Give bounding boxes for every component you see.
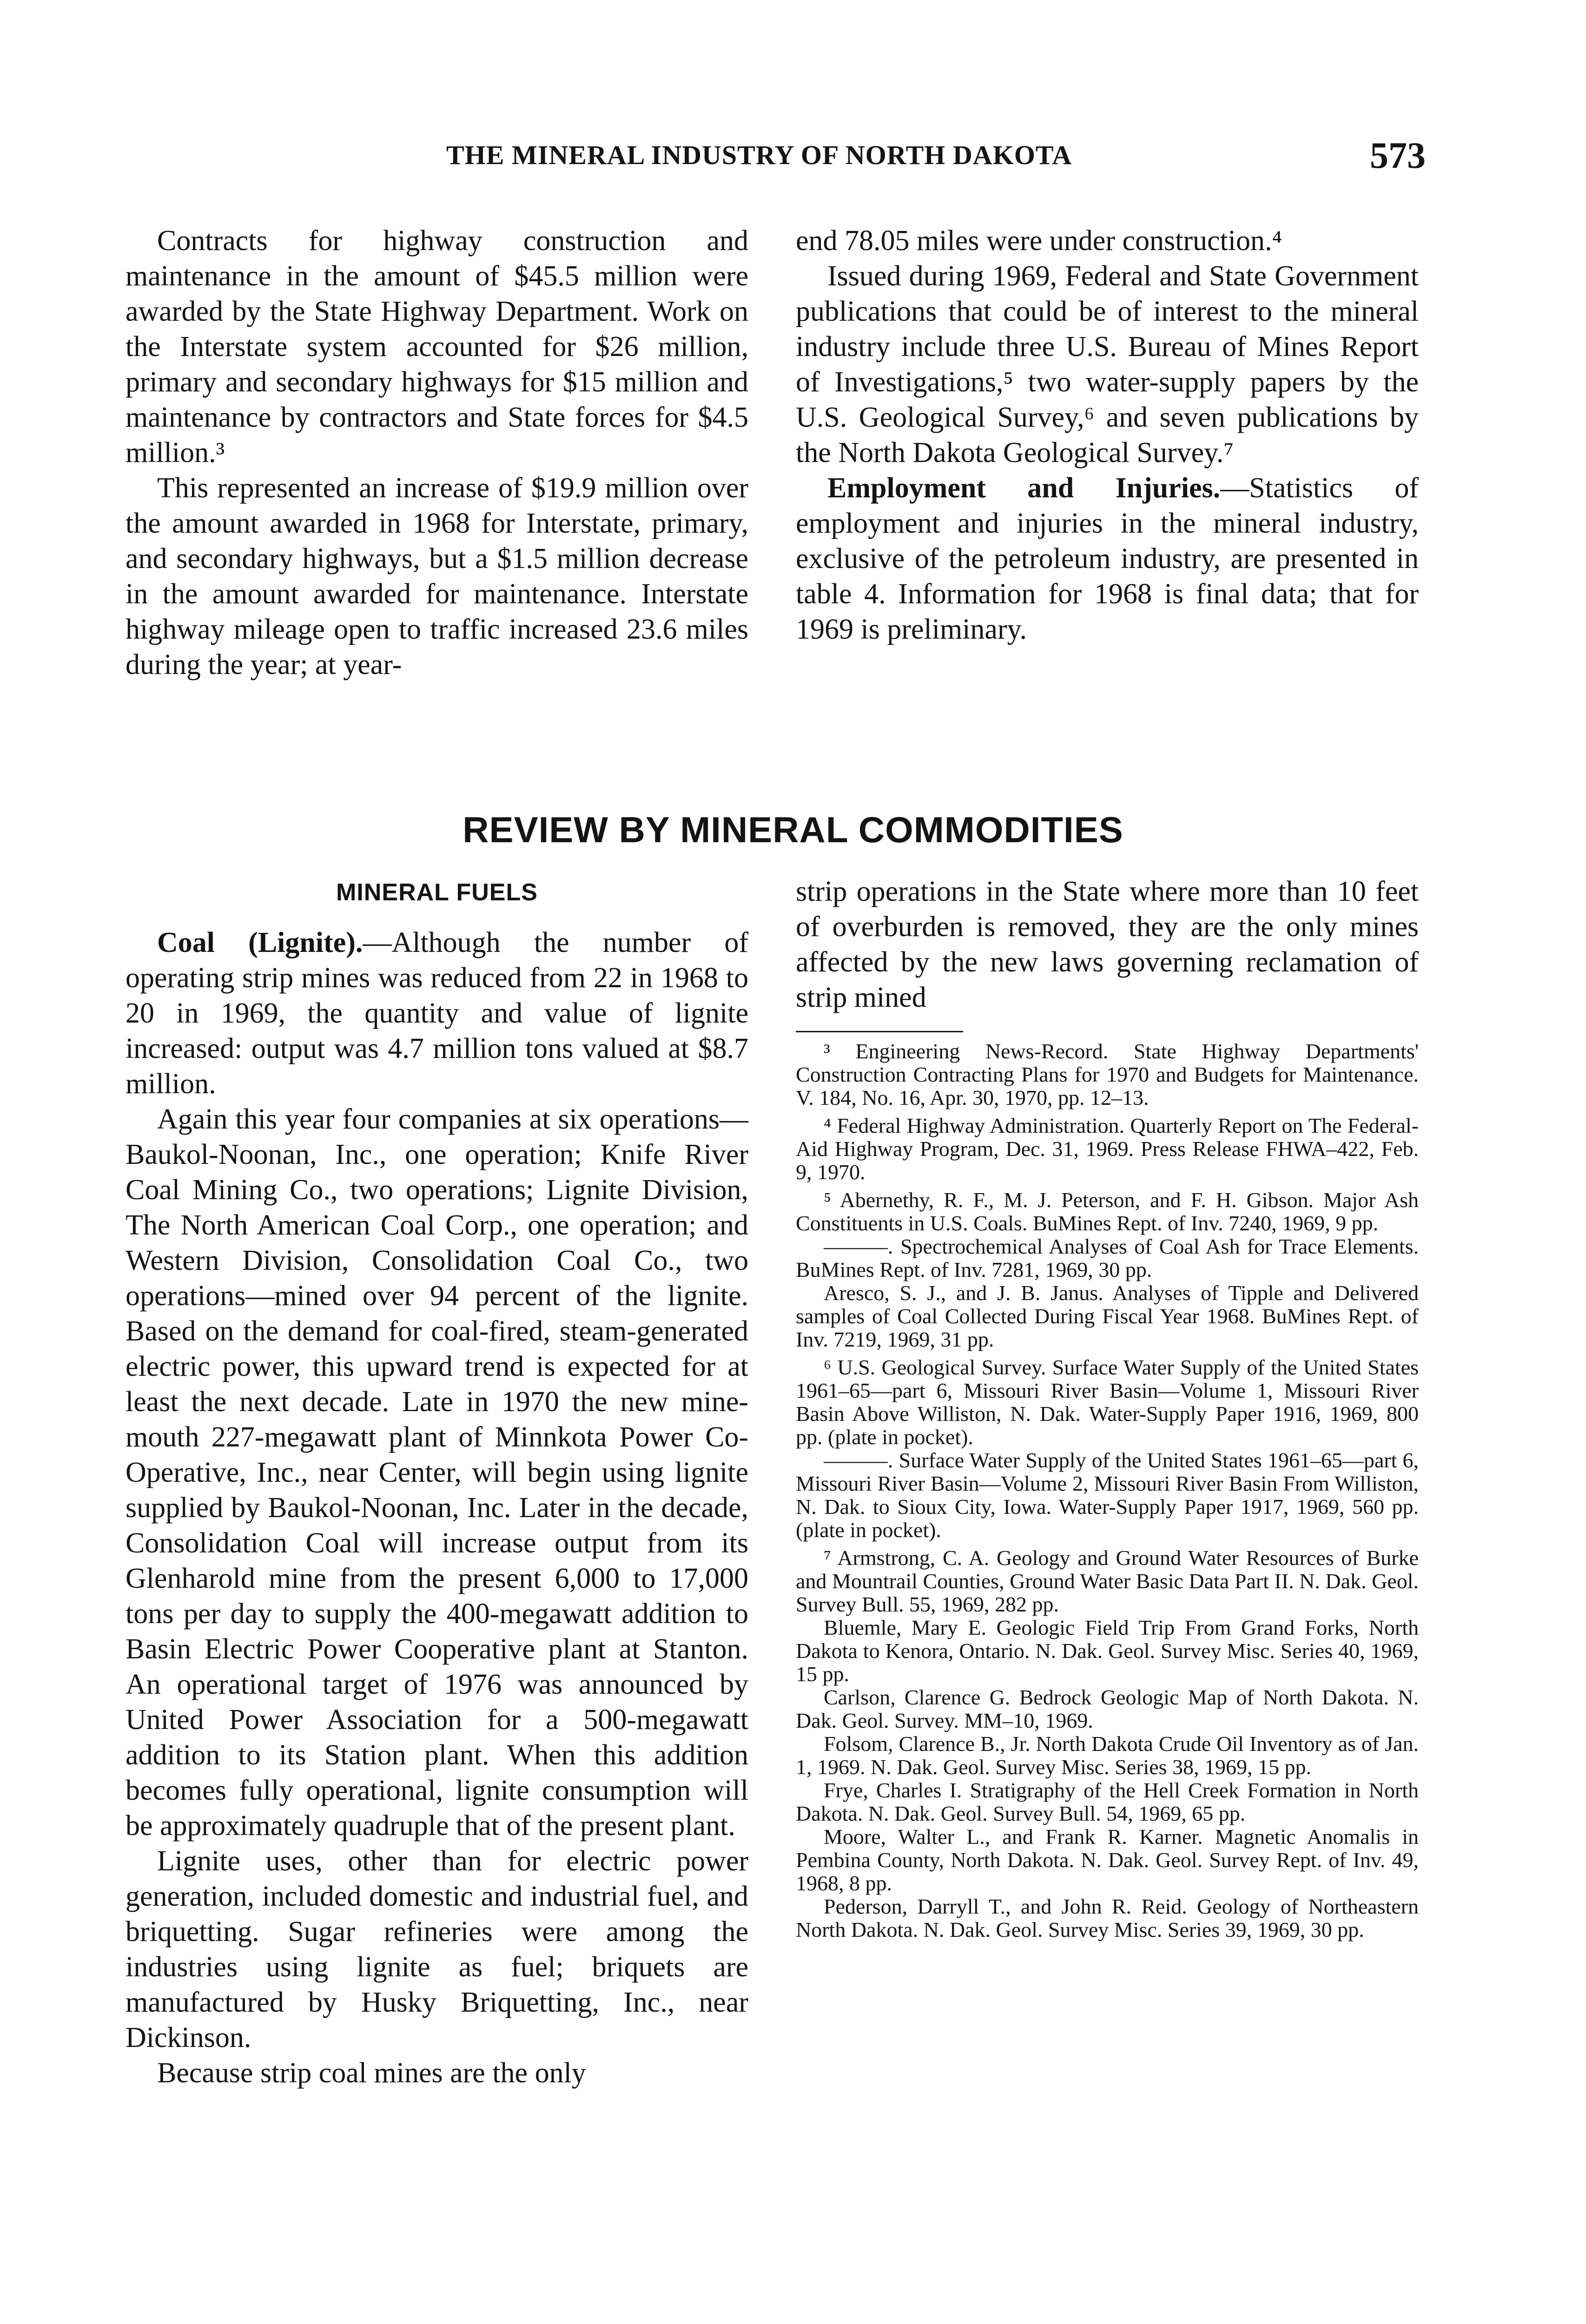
paragraph-employment xyxy=(796,470,1419,647)
section-heading: REVIEW BY MINERAL COMMODITIES xyxy=(463,809,1123,850)
footnote: ———. Surface Water Supply of the United States 1961–65—part 6, Missouri River Basin—Volume 2, Missouri River Basin From Williston, N. Dak. to Sioux City, Iowa. Water-Supply Paper 1917, 1969, 560 pp. (plate in pocket). xyxy=(796,1448,1419,1542)
footnote: Frye, Charles I. Stratigraphy of the Hell Creek Formation in North Dakota. N. Dak. Geol. Survey Bull. 54, 1969, 65 pp. xyxy=(796,1778,1419,1825)
page-number: 573 xyxy=(1370,135,1426,176)
footnote: Bluemle, Mary E. Geologic Field Trip From Grand Forks, North Dakota to Kenora, Ontario. N. Dak. Geol. Survey Misc. Series 40, 1969, 15 pp. xyxy=(796,1616,1419,1686)
coal-text: —Although the number of operating strip mines was reduced from 22 in 1968 to 20 in 1969, the quantity and value of lignite increased: output was 4.7 million tons valued at $8.7 million. xyxy=(126,927,748,1100)
top-right-column xyxy=(796,223,1419,647)
paragraph-coal-lignite xyxy=(126,925,748,1102)
footnote: ———. Spectrochemical Analyses of Coal Ash for Trace Elements. BuMines Rept. of Inv. 7281, 1969, 30 pp. xyxy=(796,1235,1419,1281)
bottom-right-column xyxy=(796,874,1419,1941)
paragraph-strip-mines: Because strip coal mines are the only xyxy=(157,2057,586,2089)
running-head: THE MINERAL INDUSTRY OF NORTH DAKOTA xyxy=(446,140,1072,170)
paragraph-strip-continuation: strip operations in the State where more than 10 feet of overburden is removed, they are the only mines affected by the new laws governing reclamation of strip mined xyxy=(796,876,1419,1013)
subsection-heading: MINERAL FUELS xyxy=(336,879,538,906)
paragraph-companies: Again this year four companies at six operations—Baukol-Noonan, Inc., one operation; Knife River Coal Mining Co., two operations; Lignite Division, The North American Coal Corp., one operation; and Western Division, Consolidation Coal Co., two operations—mined over 94 percent of the lignite. Based on the demand for coal-fired, steam-generated electric power, this upward trend is expected for at least the next decade. Late in 1970 the new mine-mouth 227-megawatt plant of Minnkota Power Co-Operative, Inc., near Center, will begin using lignite supplied by Baukol-Noonan, Inc. Later in the decade, Consolidation Coal will increase output from its Glenharold mine from the present 6,000 to 17,000 tons per day to supply the 400-megawatt addition to Basin Electric Power Cooperative plant at Stanton. An operational target of 1976 was announced by United Power Association for a 500-megawatt addition to its Station plant. When this addition becomes fully operational, lignite consumption will be approximately quadruple that of the present plant. xyxy=(126,1103,748,1842)
paragraph-lignite-uses: Lignite uses, other than for electric power generation, included domestic and industrial fuel, and briquetting. Sugar refineries were among the industries using lignite as fuel; briquets are manufactured by Husky Briquetting, Inc., near Dickinson. xyxy=(126,1845,748,2053)
footnote-divider xyxy=(796,1031,963,1032)
coal-lead: Coal (Lignite). xyxy=(157,927,363,958)
footnote: ³ Engineering News-Record. State Highway Departments' Construction Contracting Plans for 1970 and Budgets for Maintenance. V. 184, No. 16, Apr. 30, 1970, pp. 12–13. xyxy=(796,1039,1419,1109)
paragraph-highway-contracts: Contracts for highway construction and maintenance in the amount of $45.5 million were awarded by the State Highway Department. Work on the Interstate system accounted for $26 million, primary and secondary highways for $15 million and maintenance by contractors and State forces for $4.5 million.³ xyxy=(126,225,748,469)
paragraph-highway-increase: This represented an increase of $19.9 million over the amount awarded in 1968 for Interstate, primary, and secondary highways, but a $1.5 million decrease in the amount awarded for maintenance. Interstate highway mileage open to traffic increased 23.6 miles during the year; at year- xyxy=(126,472,748,680)
footnote: Carlson, Clarence G. Bedrock Geologic Map of North Dakota. N. Dak. Geol. Survey. MM–10, 1969. xyxy=(796,1685,1419,1732)
bottom-left-column xyxy=(126,874,748,2091)
employment-lead: Employment and Injuries. xyxy=(827,472,1221,504)
footnote: ⁷ Armstrong, C. A. Geology and Ground Water Resources of Burke and Mountrail Counties, Ground Water Basic Data Part II. N. Dak. Geol. Survey Bull. 55, 1969, 282 pp. xyxy=(796,1546,1419,1616)
paragraph-publications: Issued during 1969, Federal and State Government publications that could be of interest to the mineral industry include three U.S. Bureau of Mines Report of Investigations,⁵ two water-supply papers by the U.S. Geological Survey,⁶ and seven publications by the North Dakota Geological Survey.⁷ xyxy=(796,260,1419,469)
paragraph-continuation: end 78.05 miles were under construction.⁴ xyxy=(796,225,1282,257)
footnote: ⁵ Abernethy, R. F., M. J. Peterson, and F. H. Gibson. Major Ash Constituents in U.S. Coals. BuMines Rept. of Inv. 7240, 1969, 9 pp. xyxy=(796,1188,1419,1235)
employment-text: —Statistics of employment and injuries in the mineral industry, exclusive of the petroleum industry, are presented in table 4. Information for 1968 is final data; that for 1969 is preliminary. xyxy=(796,472,1419,645)
footnote: Moore, Walter L., and Frank R. Karner. Magnetic Anomalis in Pembina County, North Dakota. N. Dak. Geol. Survey Rept. of Inv. 49, 1968, 8 pp. xyxy=(796,1825,1419,1895)
footnote: Folsom, Clarence B., Jr. North Dakota Crude Oil Inventory as of Jan. 1, 1969. N. Dak. Geol. Survey Misc. Series 38, 1969, 15 pp. xyxy=(796,1732,1419,1779)
top-left-column xyxy=(126,223,748,682)
footnote: Aresco, S. J., and J. B. Janus. Analyses of Tipple and Delivered samples of Coal Collected During Fiscal Year 1968. BuMines Rept. of Inv. 7219, 1969, 31 pp. xyxy=(796,1281,1419,1351)
footnote: ⁶ U.S. Geological Survey. Surface Water Supply of the United States 1961–65—part 6, Missouri River Basin—Volume 1, Missouri River Basin Above Williston, N. Dak. Water-Supply Paper 1916, 1969, 800 pp. (plate in pocket). xyxy=(796,1355,1419,1449)
footnote: ⁴ Federal Highway Administration. Quarterly Report on The Federal-Aid Highway Program, Dec. 31, 1969. Press Release FHWA–422, Feb. 9, 1970. xyxy=(796,1114,1419,1184)
footnotes xyxy=(796,1040,1419,1941)
footnote: Pederson, Darryll T., and John R. Reid. Geology of Northeastern North Dakota. N. Dak. Geol. Survey Misc. Series 39, 1969, 30 pp. xyxy=(796,1895,1419,1941)
